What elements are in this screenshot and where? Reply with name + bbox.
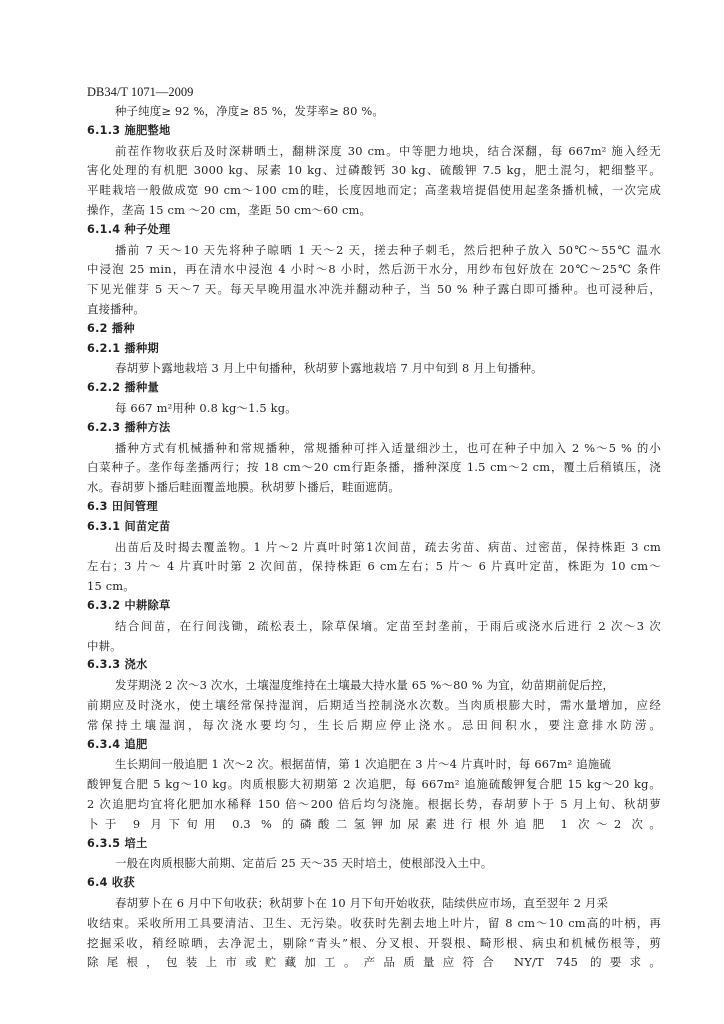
- paragraph-line: 结合间苗，在行间浅锄，疏松表土，除草保墒。定苗至封垄前，于雨后或浇水后进行 2 次～3 次: [115, 618, 661, 633]
- section-heading: 6.1.4 种子处理: [87, 222, 171, 236]
- paragraph-line: 收结束。采收所用工具要清洁、卫生、无污染。收获时先割去地上叶片，留 8 cm～10 cm高的叶柄，再: [87, 915, 661, 930]
- section-heading: 6.2 播种: [87, 321, 135, 335]
- paragraph-line: 操作，垄高 15 cm ～20 cm，垄距 50 cm～60 cm。: [87, 203, 372, 217]
- paragraph-line: 前期应及时浇水，使土壤经常保持湿润，后期适当控制浇水次数。当肉质根膨大时，需水量增加，应经: [87, 698, 661, 712]
- paragraph-line: 播种方式有机械播种和常规播种，常规播种可拌入适量细沙土，也可在种子中加入 2 %～5 % 的小: [115, 440, 661, 455]
- section-heading: 6.4 收获: [87, 876, 135, 890]
- paragraph-line: 生长期间一般追肥 1 次～2 次。根据苗情，第 1 次追肥在 3 片～4 片真叶时，每 667m² 追施硫: [115, 757, 612, 772]
- paragraph-line: 常保持土壤湿润，每次浇水要均匀，生长后期应停止浇水。忌田间积水，要注意排水防涝。: [87, 717, 661, 732]
- section-heading: 6.2.1 播种期: [87, 341, 160, 355]
- section-heading: 6.3.2 中耕除草: [87, 599, 171, 612]
- section-heading: 6.3 田间管理: [87, 500, 158, 513]
- standard-code-header: DB34/T 1071—2009: [87, 85, 194, 99]
- paragraph-line: 中浸泡 25 min，再在清水中浸泡 4 小时～8 小时，然后沥干水分，用纱布包好放在 20℃～25℃ 条件: [87, 262, 661, 277]
- section-heading: 6.3.4 追肥: [87, 737, 148, 751]
- paragraph-line: 卜于 9 月下旬用 0.3 % 的磷酸二氢钾加尿素进行根外追肥 1 次～2 次。: [87, 816, 661, 831]
- section-heading: 6.2.3 播种方法: [87, 420, 171, 434]
- paragraph-line: 一般在肉质根膨大前期、定苗后 25 天～35 天时培土，使根部没入土中。: [115, 856, 493, 871]
- paragraph-line: 2 次追肥均宜将化肥加水稀释 150 倍～200 倍后均匀浇施。根据长势，春胡萝卜于 5 月上旬、秋胡萝: [87, 797, 661, 811]
- section-heading: 6.3.3 浇水: [87, 658, 148, 672]
- paragraph-line: 15 cm。: [87, 579, 135, 594]
- paragraph-line: 种子纯度≥ 92 %，净度≥ 85 %，发芽率≥ 80 %。: [115, 104, 384, 118]
- paragraph-line: 出苗后及时揭去覆盖物。1 片～2 片真叶时第1次间苗，疏去劣苗、病苗、过密苗，保持株距 3 cm: [115, 539, 661, 554]
- paragraph-line: 直接播种。: [87, 302, 145, 316]
- paragraph-line: 下见光催芽 5 天～7 天。每天早晚用温水冲洗并翻动种子，当 50 % 种子露白即可播种。也可浸种后，: [87, 282, 661, 297]
- paragraph-line: 春胡萝卜在 6 月中下旬收获；秋胡萝卜在 10 月下旬开始收获，陆续供应市场，直至翌年 2 月采: [115, 896, 609, 910]
- section-heading: 6.3.1 间苗定苗: [87, 519, 171, 533]
- paragraph-line: 水。春胡萝卜播后畦面覆盖地膜。秋胡萝卜播后，畦面遮荫。: [87, 480, 400, 495]
- paragraph-line: 播前 7 天～10 天先将种子晾晒 1 天～2 天，搓去种子刺毛，然后把种子放入 50℃～55℃ 温水: [115, 242, 661, 257]
- paragraph-line: 左右；3 片～ 4 片真叶时第 2 次间苗，保持株距 6 cm左右；5 片～ 6 片真叶定苗，株距为 10 cm～: [87, 559, 661, 574]
- paragraph-line: 每 667 m²用种 0.8 kg～1.5 kg。: [115, 401, 297, 415]
- paragraph-line: 除尾根，包装上市或贮藏加工。产品质量应符合 NY/T 745 的要求。: [87, 955, 661, 970]
- section-heading: 6.1.3 施肥整地: [87, 123, 171, 137]
- paragraph-line: 白菜种子。垄作每垄播两行；按 18 cm～20 cm行距条播，播种深度 1.5 cm～2 cm，覆土后稍镇压，浇: [87, 460, 661, 475]
- paragraph-line: 酸钾复合肥 5 kg～10 kg。肉质根膨大初期第 2 次追肥，每 667m² 追施硫酸钾复合肥 15 kg～20 kg。: [87, 777, 661, 792]
- paragraph-line: 中耕。: [87, 638, 122, 653]
- paragraph-line: 平畦栽培一般做成宽 90 cm～100 cm的畦，长度因地而定；高垄栽培提倡使用起垄条播机械，一次完成: [87, 183, 661, 198]
- section-heading: 6.3.5 培土: [87, 836, 148, 850]
- paragraph-line: 发芽期浇 2 次～3 次水，土壤湿度维持在土壤最大持水量 65 %～80 % 为宜，幼苗期前促后控，: [115, 678, 615, 693]
- paragraph-line: 挖掘采收，稍经晾晒，去净泥土，剔除“青头”根、分叉根、开裂根、畸形根、病虫和机械伤根等，剪: [87, 935, 661, 950]
- paragraph-line: 害化处理的有机肥 3000 kg、尿素 10 kg、过磷酸钙 30 kg、硫酸钾 7.5 kg，肥土混匀，耙细整平。: [87, 163, 661, 178]
- paragraph-line: 前茬作物收获后及时深耕晒土，翻耕深度 30 cm。中等肥力地块，结合深翻，每 667m² 施入经无: [115, 143, 661, 158]
- section-heading: 6.2.2 播种量: [87, 381, 160, 395]
- paragraph-line: 春胡萝卜露地栽培 3 月上中旬播种，秋胡萝卜露地栽培 7 月中旬到 8 月上旬播种。: [115, 361, 543, 376]
